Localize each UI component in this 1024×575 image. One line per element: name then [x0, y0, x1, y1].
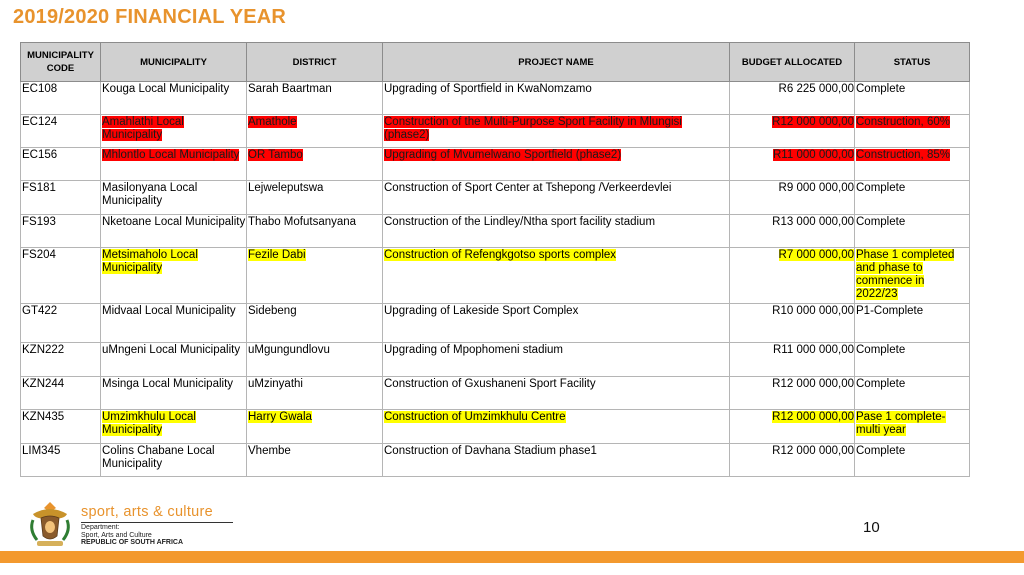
cell-code-text: GT422 — [22, 305, 58, 317]
cell-project-text: Construction of Refengkgotso sports complex — [384, 249, 617, 261]
cell-code — [21, 248, 101, 304]
cell-district — [247, 410, 383, 444]
cell-code-text: KZN435 — [22, 411, 65, 423]
cell-project — [383, 148, 730, 181]
cell-district — [247, 444, 383, 477]
cell-municipality — [101, 410, 247, 444]
cell-code-text: FS181 — [22, 182, 56, 194]
cell-budget — [730, 115, 855, 148]
cell-code-text: EC108 — [22, 83, 58, 95]
cell-budget — [730, 82, 855, 115]
cell-status-text: Construction, 85% — [856, 149, 950, 161]
coat-of-arms-icon — [27, 500, 73, 548]
cell-status — [855, 82, 970, 115]
cell-municipality-text: Kouga Local Municipality — [102, 83, 230, 95]
cell-municipality-text: Umzimkhulu Local Municipality — [102, 411, 196, 436]
cell-district-text: Thabo Mofutsanyana — [248, 216, 357, 228]
cell-budget — [730, 181, 855, 215]
table-row — [21, 115, 970, 148]
cell-code-text: EC124 — [22, 116, 58, 128]
cell-code — [21, 304, 101, 343]
table-row — [21, 377, 970, 410]
column-header-status: STATUS — [855, 43, 970, 82]
cell-budget-text: R6 225 000,00 — [778, 83, 854, 95]
cell-budget — [730, 410, 855, 444]
table-row — [21, 343, 970, 377]
cell-municipality-text: Mhlontlo Local Municipality — [102, 149, 240, 161]
cell-project — [383, 343, 730, 377]
cell-project-text: Construction of Davhana Stadium phase1 — [384, 445, 597, 457]
cell-budget-text: R10 000 000,00 — [772, 305, 854, 317]
cell-budget-text: R12 000 000,00 — [772, 116, 854, 128]
cell-code-text: EC156 — [22, 149, 58, 161]
cell-budget — [730, 304, 855, 343]
cell-municipality-text: Metsimaholo Local Municipality — [102, 249, 198, 274]
cell-status-text: Pase 1 complete-multi year — [856, 411, 946, 436]
cell-status — [855, 215, 970, 248]
cell-budget-text: R12 000 000,00 — [772, 378, 854, 390]
cell-code — [21, 82, 101, 115]
department-text — [81, 524, 183, 547]
cell-code-text: KZN244 — [22, 378, 65, 390]
cell-municipality — [101, 377, 247, 410]
cell-code-text: FS204 — [22, 249, 56, 261]
cell-district-text: Vhembe — [248, 445, 291, 457]
cell-district — [247, 215, 383, 248]
department-name: Sport, Arts and Culture — [81, 531, 152, 539]
table-row — [21, 215, 970, 248]
cell-municipality-text: Msinga Local Municipality — [102, 378, 234, 390]
cell-district — [247, 115, 383, 148]
cell-status — [855, 248, 970, 304]
cell-status-text: Complete — [856, 445, 906, 457]
cell-code — [21, 148, 101, 181]
cell-project-text: Upgrading of Sportfield in KwaNomzamo — [384, 83, 592, 95]
table-row — [21, 148, 970, 181]
cell-project-text: Construction of the Multi-Purpose Sport Facility in Mlungisi (phase2) — [384, 116, 682, 141]
cell-code — [21, 181, 101, 215]
column-header-code: MUNICIPALITY CODE — [21, 43, 101, 82]
cell-code — [21, 343, 101, 377]
cell-municipality — [101, 82, 247, 115]
cell-status-text: Complete — [856, 182, 906, 194]
cell-project — [383, 377, 730, 410]
cell-status — [855, 377, 970, 410]
column-header-project: PROJECT NAME — [383, 43, 730, 82]
cell-status — [855, 444, 970, 477]
cell-district — [247, 377, 383, 410]
cell-code — [21, 444, 101, 477]
column-header-municipality: MUNICIPALITY — [101, 43, 247, 82]
cell-municipality — [101, 215, 247, 248]
cell-municipality-text: Nketoane Local Municipality — [102, 216, 246, 228]
cell-municipality-text: Midvaal Local Municipality — [102, 305, 236, 317]
table-row — [21, 248, 970, 304]
table-row — [21, 410, 970, 444]
cell-project — [383, 181, 730, 215]
cell-district — [247, 82, 383, 115]
cell-code-text: FS193 — [22, 216, 56, 228]
cell-municipality — [101, 181, 247, 215]
cell-project-text: Construction of the Lindley/Ntha sport facility stadium — [384, 216, 656, 228]
cell-district — [247, 148, 383, 181]
cell-budget — [730, 444, 855, 477]
cell-budget-text: R11 000 000,00 — [773, 344, 854, 356]
brand-name: sport, arts & culture — [81, 504, 214, 520]
table-row — [21, 82, 970, 115]
cell-municipality — [101, 343, 247, 377]
department-label: Department: — [81, 524, 120, 531]
cell-code — [21, 377, 101, 410]
cell-status — [855, 148, 970, 181]
page-title: 2019/2020 FINANCIAL YEAR — [13, 6, 287, 28]
cell-district — [247, 181, 383, 215]
cell-status — [855, 304, 970, 343]
cell-budget — [730, 377, 855, 410]
cell-district-text: Amathole — [248, 116, 297, 128]
cell-status — [855, 181, 970, 215]
cell-project-text: Upgrading of Mpophomeni stadium — [384, 344, 563, 356]
cell-project-text: Upgrading of Mvumelwano Sportfield (phase2) — [384, 149, 622, 161]
cell-status — [855, 343, 970, 377]
cell-municipality — [101, 248, 247, 304]
table-header-row — [21, 43, 970, 82]
cell-status — [855, 115, 970, 148]
cell-municipality — [101, 444, 247, 477]
cell-status-text: Construction, 60% — [856, 116, 950, 128]
cell-project — [383, 304, 730, 343]
cell-budget-text: R12 000 000,00 — [772, 445, 854, 457]
cell-project — [383, 115, 730, 148]
cell-project-text: Construction of Sport Center at Tshepong /Verkeerdevlei — [384, 182, 672, 194]
cell-code — [21, 115, 101, 148]
cell-project — [383, 215, 730, 248]
cell-project-text: Construction of Gxushaneni Sport Facility — [384, 378, 596, 390]
table-row — [21, 304, 970, 343]
cell-project — [383, 444, 730, 477]
cell-status-text: P1-Complete — [856, 305, 924, 317]
cell-budget-text: R12 000 000,00 — [772, 411, 854, 423]
cell-status-text: Complete — [856, 216, 906, 228]
cell-project-text: Construction of Umzimkhulu Centre — [384, 411, 566, 423]
cell-status-text: Complete — [856, 344, 906, 356]
cell-municipality-text: uMngeni Local Municipality — [102, 344, 241, 356]
cell-district-text: Lejweleputswa — [248, 182, 324, 194]
column-header-budget: BUDGET ALLOCATED — [730, 43, 855, 82]
bottom-strip — [0, 563, 1024, 575]
cell-budget — [730, 248, 855, 304]
cell-code-text: LIM345 — [22, 445, 61, 457]
cell-district-text: uMzinyathi — [248, 378, 303, 390]
cell-municipality-text: Amahlathi Local Municipality — [102, 116, 184, 141]
cell-project — [383, 248, 730, 304]
cell-municipality-text: Masilonyana Local Municipality — [102, 182, 198, 207]
cell-district-text: Fezile Dabi — [248, 249, 306, 261]
table-row — [21, 181, 970, 215]
cell-code-text: KZN222 — [22, 344, 65, 356]
cell-budget-text: R11 000 000,00 — [773, 149, 854, 161]
cell-project-text: Upgrading of Lakeside Sport Complex — [384, 305, 579, 317]
cell-status-text: Phase 1 completed and phase to commence in 2022/23 — [856, 249, 955, 300]
cell-district-text: Sarah Baartman — [248, 83, 332, 95]
cell-district — [247, 304, 383, 343]
cell-status-text: Complete — [856, 83, 906, 95]
bottom-accent-bar — [0, 551, 1024, 563]
cell-district-text: OR Tambo — [248, 149, 303, 161]
cell-budget — [730, 148, 855, 181]
cell-district — [247, 248, 383, 304]
table-row — [21, 444, 970, 477]
cell-budget — [730, 215, 855, 248]
cell-district-text: Sidebeng — [248, 305, 297, 317]
cell-budget-text: R13 000 000,00 — [772, 216, 854, 228]
column-header-district: DISTRICT — [247, 43, 383, 82]
brand-divider — [81, 522, 233, 523]
cell-status-text: Complete — [856, 378, 906, 390]
cell-district-text: uMgungundlovu — [248, 344, 330, 356]
cell-municipality-text: Colins Chabane Local Municipality — [102, 445, 215, 470]
cell-code — [21, 215, 101, 248]
country-name: REPUBLIC OF SOUTH AFRICA — [81, 539, 184, 546]
cell-status — [855, 410, 970, 444]
cell-municipality — [101, 115, 247, 148]
cell-project — [383, 410, 730, 444]
cell-project — [383, 82, 730, 115]
cell-municipality — [101, 304, 247, 343]
projects-table — [20, 42, 970, 477]
cell-budget-text: R9 000 000,00 — [778, 182, 854, 194]
cell-district-text: Harry Gwala — [248, 411, 312, 423]
cell-district — [247, 343, 383, 377]
cell-code — [21, 410, 101, 444]
cell-municipality — [101, 148, 247, 181]
cell-budget-text: R7 000 000,00 — [778, 249, 854, 261]
cell-budget — [730, 343, 855, 377]
page-number: 10 — [863, 519, 880, 536]
